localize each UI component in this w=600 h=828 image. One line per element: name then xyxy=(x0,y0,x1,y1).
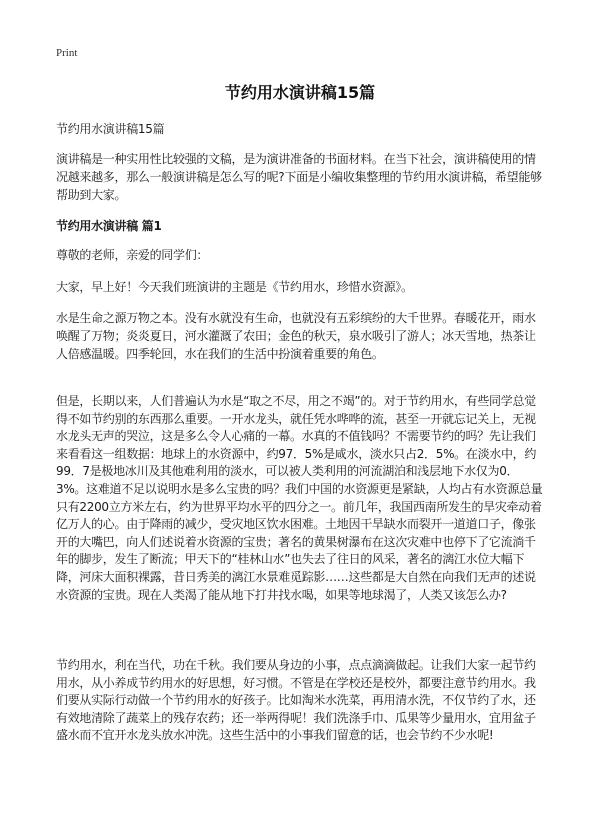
document-subtitle: 节约用水演讲稿15篇 xyxy=(56,122,165,136)
body-paragraph-save-water: 节约用水，利在当代，功在千秋。我们要从身边的小事，点点滴滴做起。让我们大家一起节约用水，从小养成节约用水的好思想，好习惯。不管是在学校还是校外，都要注意节约用水。我们要从实际行动做一个节约用水的好孩子。比如淘米水洗菜，再用清水洗，不仅节约了水，还有效地清除了蔬菜上的残存农药；还一举两得呢！我们洗涤手巾、瓜果等少量用水，宜用盆子盛水而不宜开水龙头放水冲洗。这些生活中的小事我们留意的话，也会节约不少水呢! xyxy=(56,658,536,743)
greeting-paragraph: 大家，早上好！今天我们班演讲的主题是《节约用水，珍惜水资源》。 xyxy=(56,280,413,294)
body-paragraph-water-scarcity: 但是，长期以来，人们普遍认为水是“取之不尽，用之不竭”的。对于节约用水，有些同学总觉得不如节约别的东西那么重要。一开水龙头，就任凭水哗哗的流，甚至一开就忘记关上，无视水龙头无声的哭泣，这是多么令人心痛的一幕。水真的不值钱吗？不需要节约的吗？先让我们来看看这一组数据：地球上的水资源中，约97．5%是咸水，淡水只占2．5%。在淡水中，约99．7是极地冰川及其他难利用的淡水，可以被人类利用的河流湖泊和浅层地下水仅为0．3%。这难道不足以说明水是多么宝贵的吗？我们中国的水资源更是紧缺，人均占有水资源总量只有2200立方米左右，约为世界平均水平的四分之一。前几年，我国西南所发生的旱灾牵动着亿万人的心。由于降雨的减少，受灾地区饮水困难。土地因干旱缺水而裂开一道道口子，像张开的大嘴巴，向人们述说着水资源的宝贵；著名的黄果树瀑布在这次灾难中也停下了它流淌千年的脚步，发生了断流；甲天下的“桂林山水”也失去了往日的风采，著名的漓江水位大幅下降，河床大面积裸露，昔日秀美的漓江水景难觅踪影……这些都是大自然在向我们无声的述说水资源的宝贵。现在人类渴了能从地下打井找水喝，如果等地球渴了，人类又该怎么办? xyxy=(56,394,543,602)
section-heading: 节约用水演讲稿 篇1 xyxy=(56,219,162,233)
salutation-paragraph: 尊敬的老师，亲爱的同学们： xyxy=(56,248,209,262)
print-link[interactable]: Print xyxy=(56,47,78,59)
page-title: 节约用水演讲稿15篇 xyxy=(224,83,376,102)
intro-paragraph: 演讲稿是一种实用性比较强的文稿，是为演讲准备的书面材料。在当下社会，演讲稿使用的情况越来越多，那么一般演讲稿是怎么写的呢?下面是小编收集整理的节约用水演讲稿，希望能够帮助到大家。 xyxy=(56,152,542,202)
body-paragraph-water-life: 水是生命之源万物之本。没有水就没有生命，也就没有五彩缤纷的大千世界。春暖花开，雨水唤醒了万物；炎炎夏日，河水灌溉了农田；金色的秋天，泉水吸引了游人；冰天雪地，热茶让人倍感温暖。四季轮回，水在我们的生活中扮演着重要的角色。 xyxy=(56,311,536,361)
